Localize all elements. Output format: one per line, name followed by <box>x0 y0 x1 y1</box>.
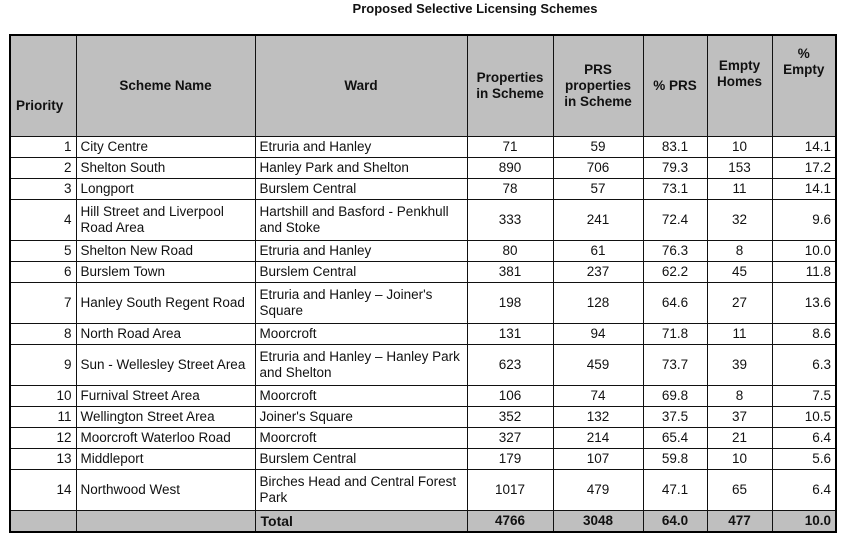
cell-scheme-name: Hanley South Regent Road <box>76 283 255 324</box>
cell-pct-empty: 13.6 <box>772 283 836 324</box>
column-header-pct-empty: % Empty <box>772 35 836 137</box>
total-label: Total <box>255 511 467 533</box>
cell-pct-empty: 6.4 <box>772 470 836 511</box>
cell-empty-homes: 8 <box>707 386 772 407</box>
cell-pct-prs: 47.1 <box>643 470 707 511</box>
cell-pct-empty: 14.1 <box>772 179 836 200</box>
cell-pct-empty: 6.4 <box>772 428 836 449</box>
cell-properties: 352 <box>467 407 553 428</box>
cell-priority: 7 <box>10 283 76 324</box>
cell-pct-empty: 9.6 <box>772 200 836 241</box>
column-header-priority: Priority <box>10 35 76 137</box>
cell-ward: Burslem Central <box>255 179 467 200</box>
cell-ward: Moorcroft <box>255 428 467 449</box>
cell-pct-prs: 73.7 <box>643 345 707 386</box>
cell-pct-prs: 79.3 <box>643 158 707 179</box>
cell-priority: 12 <box>10 428 76 449</box>
cell-scheme-name: Burslem Town <box>76 262 255 283</box>
column-header-prs-properties: PRS properties in Scheme <box>553 35 643 137</box>
cell-ward: Moorcroft <box>255 324 467 345</box>
column-header-scheme-name: Scheme Name <box>76 35 255 137</box>
cell-priority: 1 <box>10 137 76 158</box>
schemes-table <box>9 34 837 533</box>
total-row <box>10 511 836 533</box>
cell-pct-empty: 14.1 <box>772 137 836 158</box>
cell-pct-empty: 10.0 <box>772 241 836 262</box>
cell-scheme-name: Moorcroft Waterloo Road <box>76 428 255 449</box>
cell-prs-properties: 59 <box>553 137 643 158</box>
cell-scheme-name: Northwood West <box>76 470 255 511</box>
cell-ward: Etruria and Hanley <box>255 137 467 158</box>
cell-priority: 4 <box>10 200 76 241</box>
total-cell-empty-scheme <box>76 511 255 533</box>
cell-properties: 1017 <box>467 470 553 511</box>
cell-ward: Joiner's Square <box>255 407 467 428</box>
cell-ward: Birches Head and Central Forest Park <box>255 470 467 511</box>
cell-properties: 71 <box>467 137 553 158</box>
cell-prs-properties: 241 <box>553 200 643 241</box>
column-header-pct-prs: % PRS <box>643 35 707 137</box>
table-row <box>10 324 836 345</box>
cell-pct-prs: 64.6 <box>643 283 707 324</box>
table-row <box>10 449 836 470</box>
cell-pct-prs: 72.4 <box>643 200 707 241</box>
table-row <box>10 200 836 241</box>
cell-empty-homes: 27 <box>707 283 772 324</box>
page-title: Proposed Selective Licensing Schemes <box>352 1 598 16</box>
cell-pct-prs: 65.4 <box>643 428 707 449</box>
column-header-empty-homes: Empty Homes <box>707 35 772 137</box>
cell-scheme-name: Wellington Street Area <box>76 407 255 428</box>
cell-pct-prs: 76.3 <box>643 241 707 262</box>
table-row <box>10 158 836 179</box>
cell-priority: 9 <box>10 345 76 386</box>
cell-empty-homes: 11 <box>707 179 772 200</box>
cell-ward: Etruria and Hanley <box>255 241 467 262</box>
cell-scheme-name: Longport <box>76 179 255 200</box>
cell-empty-homes: 8 <box>707 241 772 262</box>
cell-prs-properties: 214 <box>553 428 643 449</box>
cell-pct-prs: 71.8 <box>643 324 707 345</box>
cell-ward: Burslem Central <box>255 262 467 283</box>
cell-empty-homes: 11 <box>707 324 772 345</box>
table-row <box>10 470 836 511</box>
cell-prs-properties: 57 <box>553 179 643 200</box>
cell-priority: 6 <box>10 262 76 283</box>
table-row <box>10 386 836 407</box>
cell-pct-empty: 10.5 <box>772 407 836 428</box>
cell-properties: 890 <box>467 158 553 179</box>
cell-priority: 11 <box>10 407 76 428</box>
cell-priority: 3 <box>10 179 76 200</box>
cell-ward: Hartshill and Basford - Penkhull and Stoke <box>255 200 467 241</box>
table-row <box>10 283 836 324</box>
cell-properties: 106 <box>467 386 553 407</box>
cell-pct-empty: 11.8 <box>772 262 836 283</box>
cell-properties: 333 <box>467 200 553 241</box>
cell-properties: 327 <box>467 428 553 449</box>
cell-priority: 2 <box>10 158 76 179</box>
cell-pct-empty: 7.5 <box>772 386 836 407</box>
cell-pct-prs: 37.5 <box>643 407 707 428</box>
cell-prs-properties: 479 <box>553 470 643 511</box>
cell-prs-properties: 237 <box>553 262 643 283</box>
total-pct-prs: 64.0 <box>643 511 707 533</box>
cell-priority: 13 <box>10 449 76 470</box>
cell-pct-empty: 8.6 <box>772 324 836 345</box>
cell-scheme-name: Furnival Street Area <box>76 386 255 407</box>
cell-empty-homes: 32 <box>707 200 772 241</box>
table-row <box>10 262 836 283</box>
cell-pct-prs: 69.8 <box>643 386 707 407</box>
cell-prs-properties: 128 <box>553 283 643 324</box>
cell-pct-prs: 73.1 <box>643 179 707 200</box>
cell-empty-homes: 10 <box>707 137 772 158</box>
cell-prs-properties: 61 <box>553 241 643 262</box>
cell-ward: Moorcroft <box>255 386 467 407</box>
cell-pct-empty: 6.3 <box>772 345 836 386</box>
cell-ward: Hanley Park and Shelton <box>255 158 467 179</box>
cell-properties: 381 <box>467 262 553 283</box>
header-row <box>10 35 836 137</box>
cell-empty-homes: 39 <box>707 345 772 386</box>
table-row <box>10 179 836 200</box>
total-empty-homes: 477 <box>707 511 772 533</box>
cell-prs-properties: 74 <box>553 386 643 407</box>
cell-priority: 8 <box>10 324 76 345</box>
cell-scheme-name: Hill Street and Liverpool Road Area <box>76 200 255 241</box>
cell-prs-properties: 459 <box>553 345 643 386</box>
cell-prs-properties: 706 <box>553 158 643 179</box>
cell-properties: 198 <box>467 283 553 324</box>
cell-scheme-name: North Road Area <box>76 324 255 345</box>
cell-properties: 179 <box>467 449 553 470</box>
cell-scheme-name: Shelton New Road <box>76 241 255 262</box>
table-row <box>10 428 836 449</box>
cell-ward: Etruria and Hanley – Joiner's Square <box>255 283 467 324</box>
cell-ward: Etruria and Hanley – Hanley Park and Shelton <box>255 345 467 386</box>
table-row <box>10 241 836 262</box>
cell-scheme-name: Sun - Wellesley Street Area <box>76 345 255 386</box>
cell-scheme-name: Shelton South <box>76 158 255 179</box>
cell-empty-homes: 65 <box>707 470 772 511</box>
cell-prs-properties: 94 <box>553 324 643 345</box>
cell-empty-homes: 10 <box>707 449 772 470</box>
cell-empty-homes: 153 <box>707 158 772 179</box>
table-row <box>10 345 836 386</box>
cell-empty-homes: 21 <box>707 428 772 449</box>
cell-pct-prs: 83.1 <box>643 137 707 158</box>
cell-scheme-name: Middleport <box>76 449 255 470</box>
cell-pct-empty: 5.6 <box>772 449 836 470</box>
total-properties: 4766 <box>467 511 553 533</box>
column-header-ward: Ward <box>255 35 467 137</box>
total-cell-empty-priority <box>10 511 76 533</box>
cell-priority: 5 <box>10 241 76 262</box>
cell-properties: 80 <box>467 241 553 262</box>
cell-properties: 131 <box>467 324 553 345</box>
total-prs-properties: 3048 <box>553 511 643 533</box>
cell-empty-homes: 45 <box>707 262 772 283</box>
cell-pct-prs: 62.2 <box>643 262 707 283</box>
column-header-properties-in-scheme: Properties in Scheme <box>467 35 553 137</box>
cell-pct-prs: 59.8 <box>643 449 707 470</box>
table-row <box>10 137 836 158</box>
cell-prs-properties: 107 <box>553 449 643 470</box>
cell-priority: 10 <box>10 386 76 407</box>
cell-priority: 14 <box>10 470 76 511</box>
cell-properties: 78 <box>467 179 553 200</box>
cell-scheme-name: City Centre <box>76 137 255 158</box>
total-pct-empty: 10.0 <box>772 511 836 533</box>
cell-prs-properties: 132 <box>553 407 643 428</box>
cell-pct-empty: 17.2 <box>772 158 836 179</box>
table-row <box>10 407 836 428</box>
cell-ward: Burslem Central <box>255 449 467 470</box>
cell-properties: 623 <box>467 345 553 386</box>
cell-empty-homes: 37 <box>707 407 772 428</box>
